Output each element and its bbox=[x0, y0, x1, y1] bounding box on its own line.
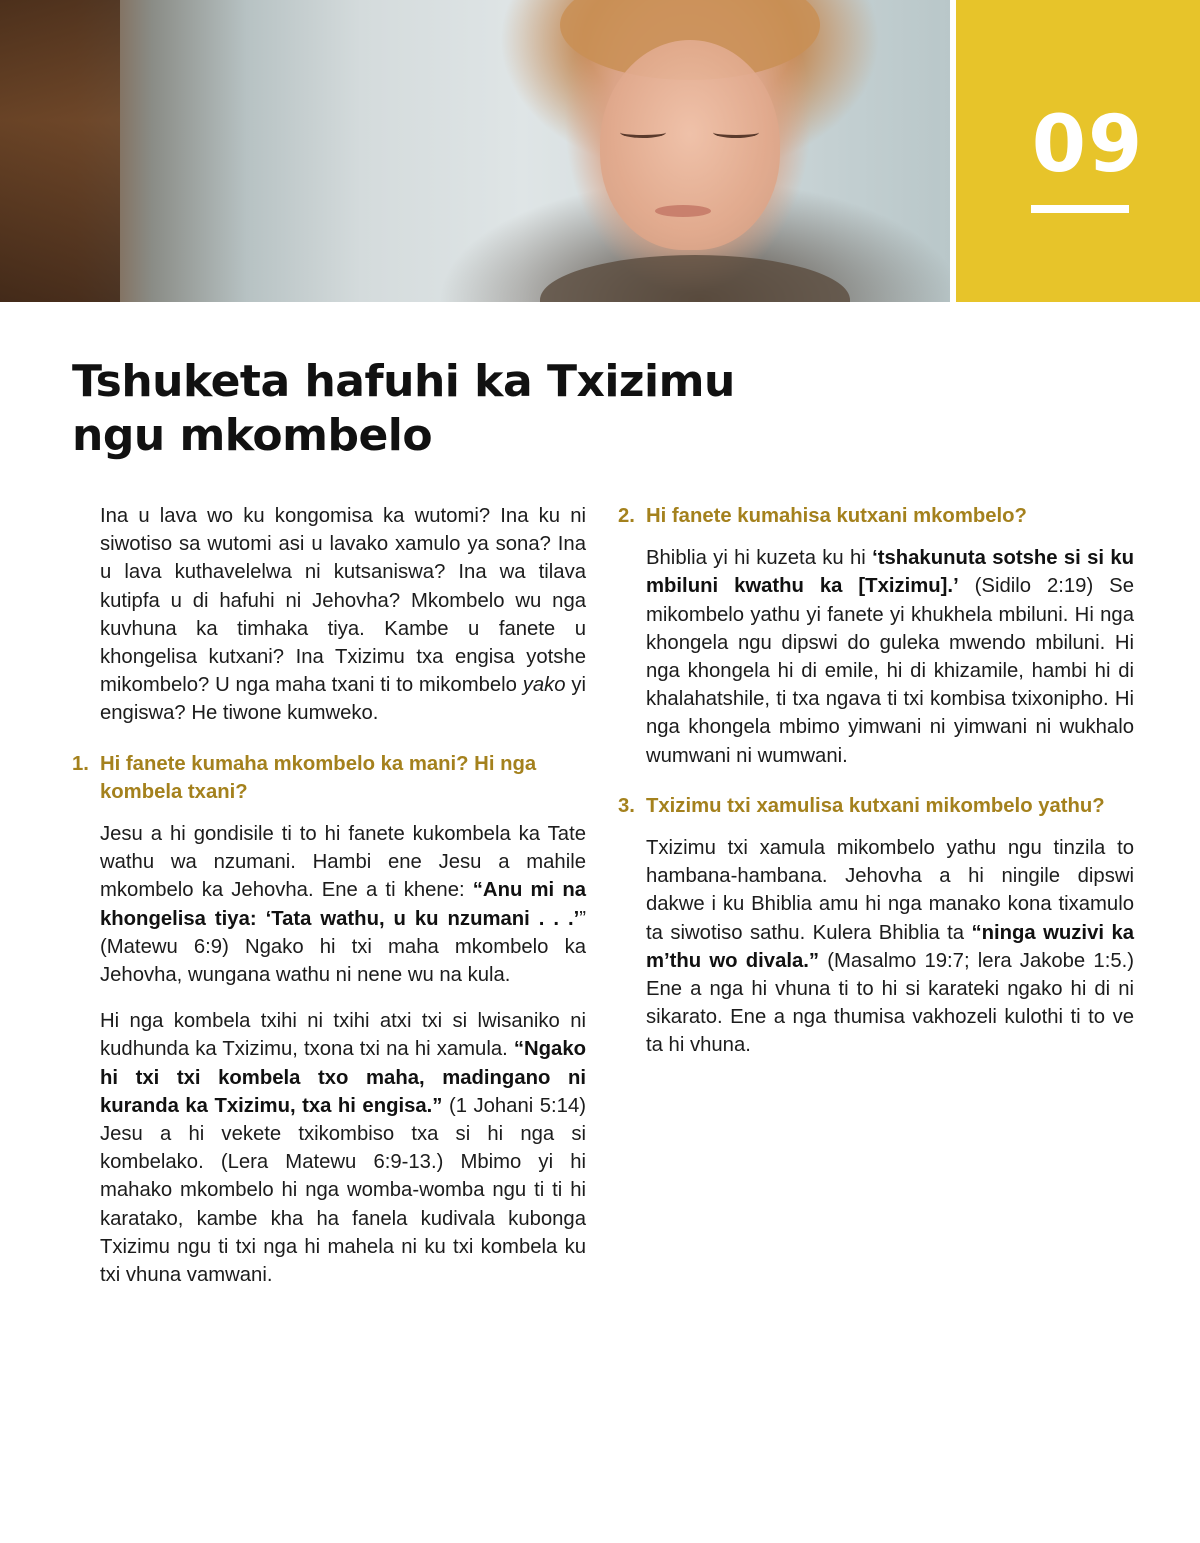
intro-paragraph bbox=[100, 502, 586, 728]
hero-face bbox=[600, 40, 780, 250]
question-2-number: 2. bbox=[618, 505, 635, 527]
q1-p2-quote: “Ngako hi txi txi kombela txo maha, madingano ni kuranda ka Txizimu, txa hi engisa.” bbox=[100, 1038, 586, 1117]
q1-p1-text-b: ” (Matewu 6:9) Ngako hi txi maha mkombelo ka Jehovha, wungana wathu ni nene wu na kula. bbox=[100, 907, 586, 987]
q1-p1-text-a: Jesu a hi gondisile ti to hi fanete kukombela ka Tate wathu wa nzumani. Hambi ene Jesu a mahile mkombelo ka Jehovha. Ene a ti khene: bbox=[100, 823, 586, 902]
q3-p1-quote: “ninga wuzivi ka m’thu wo divala.” bbox=[646, 921, 1134, 972]
hero-shoulders bbox=[540, 255, 850, 302]
q2-p1-text-b: (Sidilo 2:19) Se mikombelo yathu yi fanete yi khukhela mbiluni. Hi nga khongela ngu dipswi do guleka mwendo mbiluni. Hi nga khongela hi di emile, hi di khizamile, hambi hi di khalahatshile, ti txa ngava ti txi kombisa txixonipho. Hi nga khongela mbimo yimwani ni yimwani ni wukhalo wumwani ni wumwani. bbox=[646, 575, 1134, 767]
intro-emphasis: yako bbox=[522, 674, 566, 697]
title-line-1: Tshuketa hafuhi ka Txizimu bbox=[72, 356, 735, 407]
q2-p1-text-a: Bhiblia yi hi kuzeta ku hi bbox=[646, 547, 873, 570]
lesson-number-underline bbox=[1031, 205, 1129, 213]
q1-p2-text-a: Hi nga kombela txihi ni txihi atxi txi si lwisaniko ni kudhunda ka Txizimu, txona txi na hi xamula. bbox=[100, 1010, 586, 1061]
hero-closed-eye-right bbox=[713, 127, 759, 138]
hero-closed-eye-left bbox=[620, 127, 666, 138]
question-2-paragraph bbox=[646, 544, 1134, 770]
question-1-paragraph-2 bbox=[100, 1007, 586, 1289]
left-column bbox=[72, 502, 587, 1307]
hero-photo-woman-praying bbox=[0, 0, 950, 302]
question-2-heading bbox=[618, 502, 1134, 530]
lesson-number-badge bbox=[956, 0, 1200, 302]
page-title bbox=[72, 355, 892, 463]
question-1-paragraph-1 bbox=[100, 820, 586, 989]
question-1-number: 1. bbox=[72, 752, 89, 775]
question-2-text: Hi fanete kumahisa kutxani mkombelo? bbox=[646, 505, 1027, 527]
question-3-text: Txizimu txi xamulisa kutxani mikombelo yathu? bbox=[646, 794, 1105, 817]
q1-p1-quote: “Anu mi na khongelisa tiya: ‘Tata wathu, u ku nzumani . . .’ bbox=[100, 879, 586, 930]
question-3-number: 3. bbox=[618, 794, 635, 817]
q2-p1-quote: ‘tshakunuta sotshe si si ku mbiluni kwathu ka [Txizimu].’ bbox=[646, 547, 1134, 598]
q1-p2-text-b: (1 Johani 5:14) Jesu a hi vekete txikombiso txa si hi nga si kombelako. (Lera Matewu 6:9-13.) Mbimo yi hi mahako mkombelo hi nga womba-womba ngu ti ti hi karatako, kambe kha ha fanela kudivala kubonga Txizimu ngu ti txi nga hi mahela ni ku txi kombela ku txi vhuna vamwani. bbox=[100, 1094, 586, 1287]
hero-background-shelf bbox=[0, 0, 120, 302]
intro-text-2: yi engiswa? He tiwone kumweko. bbox=[100, 674, 587, 725]
question-1-text: Hi fanete kumaha mkombelo ka mani? Hi nga kombela txani? bbox=[100, 752, 537, 803]
question-3-heading bbox=[618, 792, 1134, 820]
hero-lips bbox=[655, 205, 711, 217]
lesson-number: 09 bbox=[1031, 100, 1145, 190]
question-3-paragraph bbox=[646, 834, 1134, 1060]
q3-p1-text-a: Txizimu txi xamula mikombelo yathu ngu tinzila to hambana-hambana. Jehovha a hi ningile dipswi dakwe i ku Bhiblia amu hi nga manako kona tixamulo ta siwotiso sathu. Kulera Bhiblia ta bbox=[646, 837, 1134, 944]
intro-text-1: Ina u lava wo ku kongomisa ka wutomi? Ina ku ni siwotiso sa wutomi asi u lavako xamulo ya sona? Ina u lava kuthavelelwa ni kutsaniswa? Ina wa tilava kutipfa u di hafuhi ni Jehovha? Mkombelo wu nga kuvhuna ka timhaka tiya. Kambe u fanete u khongelisa kutxani? Ina Txizimu txa engisa yotshe mikombelo? U nga maha txani ti to mikombelo bbox=[100, 505, 586, 697]
question-1-heading bbox=[72, 750, 586, 806]
title-line-2: ngu mkombelo bbox=[72, 410, 433, 461]
q3-p1-text-b: (Masalmo 19:7; lera Jakobe 1:5.) Ene a nga hi vhuna ti to hi si karateki ngako hi di ni sikarato. Ene a nga thumisa vakhozeli kulothi ti to ve ta hi vhuna. bbox=[646, 949, 1134, 1057]
right-column bbox=[618, 502, 1134, 1078]
